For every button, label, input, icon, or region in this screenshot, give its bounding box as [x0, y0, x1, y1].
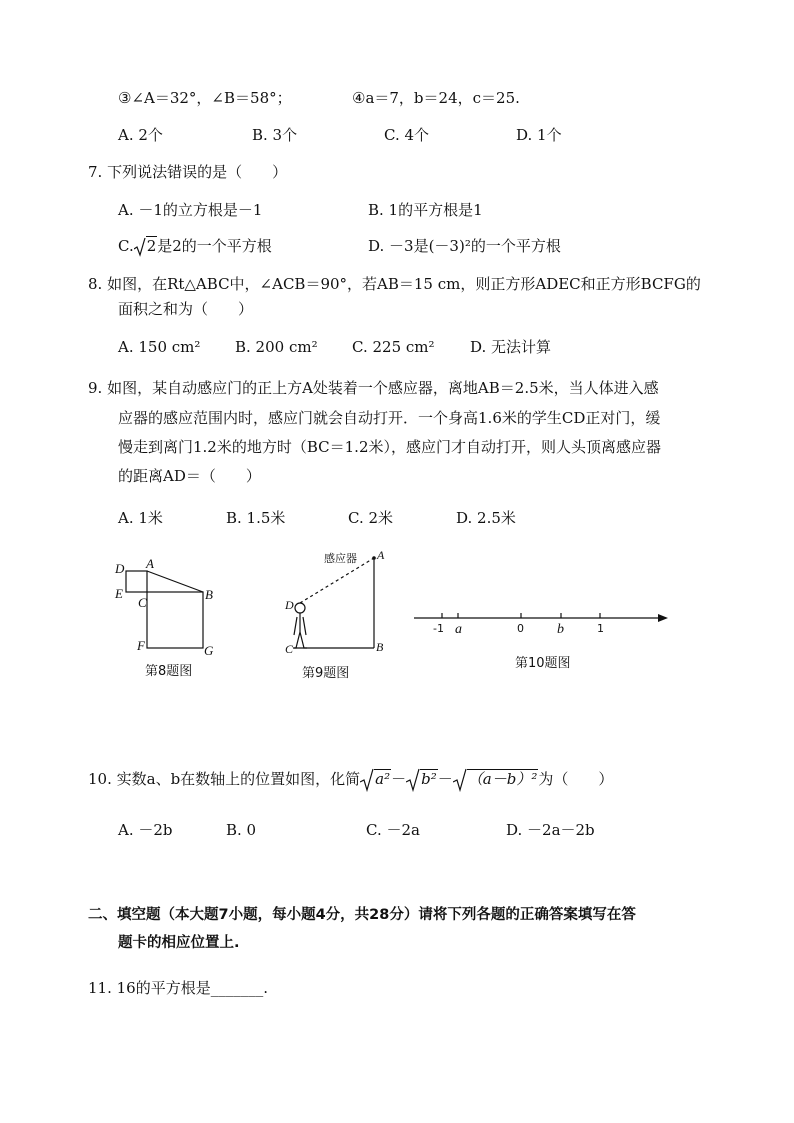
q7-option-c: C. 2是2的一个平方根: [118, 237, 272, 255]
q6-option-a: A. 2个: [118, 126, 163, 144]
label-a: A: [377, 548, 385, 562]
label-a: A: [146, 556, 154, 571]
q8-line1: 8. 如图，在Rt△ABC中，∠ACB＝90°，若AB＝15 cm，则正方形ADEC和正方形BCFG的: [88, 275, 701, 293]
q8-option-c: C. 225 cm²: [352, 338, 435, 356]
q8-option-b: B. 200 cm²: [235, 338, 318, 356]
q10-option-d: D. －2a－2b: [506, 821, 595, 839]
q9-line4: 的距离AD＝（ ）: [118, 467, 261, 485]
label-d: D: [285, 598, 294, 612]
student-arm-1: [294, 617, 297, 635]
tick-label-minus-one: -1: [433, 622, 444, 635]
caption-fig8: 第8题图: [145, 664, 193, 679]
tick-label-a: a: [455, 622, 462, 637]
label-b: B: [376, 640, 384, 654]
student-arm-2: [303, 617, 306, 635]
caption-fig9: 第9题图: [302, 666, 350, 681]
q9-option-c: C. 2米: [348, 509, 394, 527]
q8-line2: 面积之和为（ ）: [118, 300, 254, 318]
tick-label-zero: 0: [517, 622, 524, 635]
label-c: C: [285, 642, 294, 656]
section2-heading-line2: 题卡的相应位置上.: [118, 935, 240, 951]
q9-option-d: D. 2.5米: [456, 509, 516, 527]
sqrt-a-minus-b-squared: （a－b）²: [453, 765, 539, 793]
q10-option-b: B. 0: [226, 821, 257, 839]
q7-option-a: A. －1的立方根是－1: [118, 201, 263, 219]
q7-stem: 7. 下列说法错误的是（ ）: [88, 163, 288, 181]
q6-item3: ③∠A＝32°，∠B＝58°；: [118, 89, 292, 107]
q10-stem: 10. 实数a、b在数轴上的位置如图，化简 a²－ b²－ （a－b）²为（ ）: [88, 765, 613, 793]
q9-option-b: B. 1.5米: [226, 509, 286, 527]
label-g: G: [204, 643, 214, 658]
tick-label-b: b: [557, 622, 564, 637]
q10-option-c: C. －2a: [366, 821, 420, 839]
q6-item4: ④a＝7，b＝24，c＝25.: [352, 89, 520, 107]
q8-option-a: A. 150 cm²: [118, 338, 201, 356]
label-f: F: [137, 638, 145, 653]
figure-8: [110, 555, 230, 660]
label-b: B: [205, 587, 213, 602]
sensor-dot: [372, 556, 376, 560]
q9-line3: 慢走到离门1.2米的地方时（BC＝1.2米），感应门才自动打开，则人头顶离感应器: [118, 438, 661, 456]
q9-option-a: A. 1米: [118, 509, 163, 527]
tick-label-one: 1: [597, 622, 604, 635]
q9-line1: 9. 如图，某自动感应门的正上方A处装着一个感应器，离地AB＝2.5米，当人体进入感: [88, 379, 659, 397]
arrow-head: [658, 614, 668, 622]
sqrt-b-squared: b²: [406, 765, 438, 793]
student-head: [295, 603, 305, 613]
q10-option-a: A. －2b: [118, 821, 173, 839]
square-bcfg: [147, 592, 203, 648]
q7-option-b: B. 1的平方根是1: [368, 201, 483, 219]
label-d: D: [115, 561, 125, 576]
q8-option-d: D. 无法计算: [470, 338, 552, 356]
q6-option-d: D. 1个: [516, 126, 562, 144]
section2-heading-line1: 二、填空题（本大题7小题，每小题4分，共28分）请将下列各题的正确答案填写在答: [88, 907, 636, 923]
hypotenuse-ab: [147, 571, 203, 592]
square-adec: [126, 571, 147, 592]
q9-line2: 应器的感应范围内时，感应门就会自动打开．一个身高1.6米的学生CD正对门，缓: [118, 409, 661, 427]
sqrt-symbol: 2: [134, 236, 158, 257]
q6-option-b: B. 3个: [252, 126, 298, 144]
q6-option-c: C. 4个: [384, 126, 430, 144]
figure-9: [280, 545, 400, 660]
label-c: C: [138, 595, 147, 610]
q11-text: 11. 16的平方根是_______.: [88, 979, 268, 997]
caption-fig10: 第10题图: [515, 656, 571, 671]
q7-option-d: D. －3是(－3)²的一个平方根: [368, 237, 561, 255]
sensor-label: 感应器: [324, 552, 357, 565]
figure-10-number-line: [410, 605, 675, 640]
label-e: E: [115, 586, 123, 601]
sqrt-a-squared: a²: [360, 765, 391, 793]
